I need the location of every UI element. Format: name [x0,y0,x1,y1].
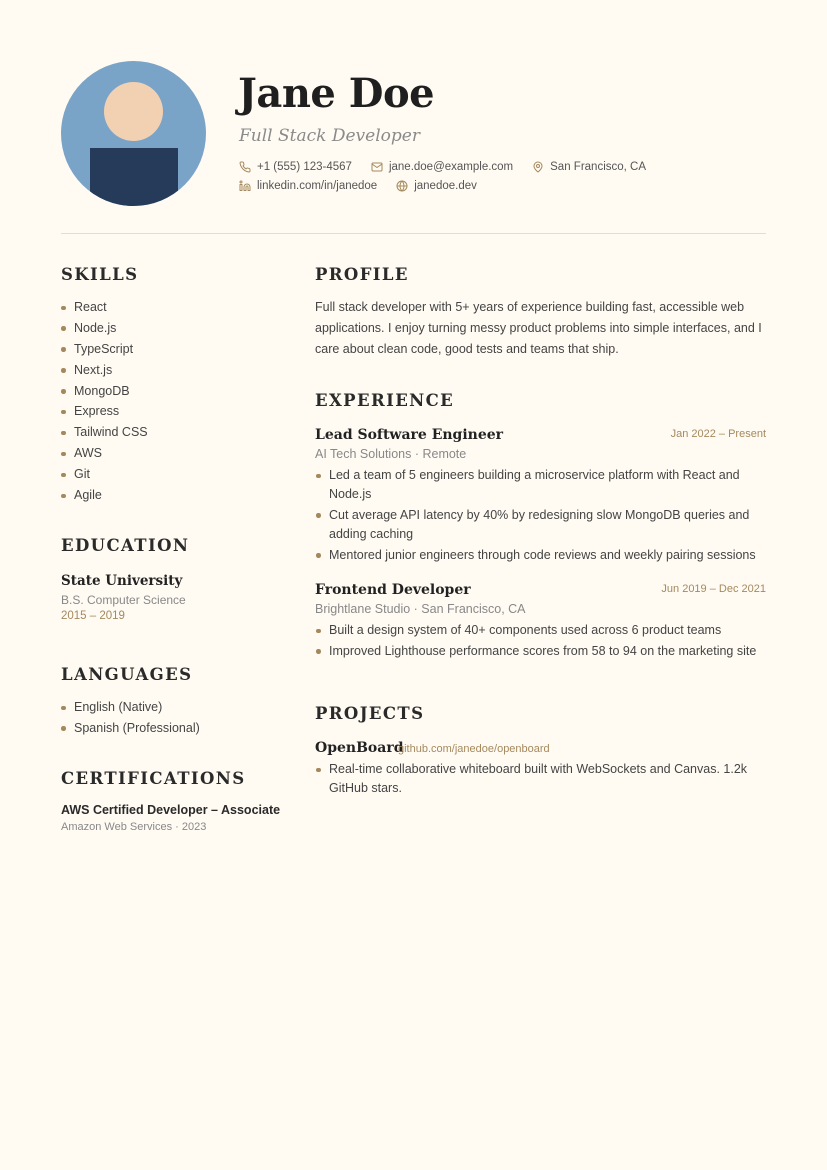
job-bullet: Improved Lighthouse performance scores from 58 to 94 on the marketing site [315,642,767,661]
skill-item: TypeScript [61,339,148,360]
candidate-role: Full Stack Developer [239,126,420,146]
job-bullet: Built a design system of 40+ components used across 6 product teams [315,621,767,640]
email-text: jane.doe@example.com [388,161,514,173]
job-dates: Jan 2022 – Present [670,428,766,440]
job-bullets [315,466,767,566]
skill-item: AWS [61,443,148,464]
skill-item: MongoDB [61,381,148,402]
experience-heading: EXPERIENCE [315,391,455,410]
language-item: Spanish (Professional) [61,718,200,739]
project-name: OpenBoard [315,740,404,756]
mail-icon [371,161,383,173]
profile-text: Full stack developer with 5+ years of experience building fast, accessible web applications. I enjoy turning messy product problems into simple interfaces, and I care about clean code, good tests and teams that ship. [315,300,762,356]
phone-text: +1 (555) 123-4567 [257,161,352,173]
job-bullets [315,621,767,663]
education-dates: 2015 – 2019 [61,610,125,622]
job-company: AI Tech Solutions · Remote [315,447,467,461]
phone-icon [239,161,251,173]
linkedin-text: linkedin.com/in/janedoe [257,180,378,192]
skills-list [61,297,148,506]
contact-row-2 [239,180,496,192]
languages-list [61,697,200,739]
map-pin-icon [532,161,544,173]
skill-item: Node.js [61,318,148,339]
language-item: English (Native) [61,697,200,718]
avatar [61,61,206,206]
profile-heading: PROFILE [315,265,409,284]
skill-item: Git [61,464,148,485]
project-bullets [315,760,767,800]
skill-item: Tailwind CSS [61,422,148,443]
education-heading: EDUCATION [61,536,190,555]
education-school: State University [61,573,183,589]
certification-org: Amazon Web Services · 2023 [61,821,207,833]
project-link[interactable]: github.com/janedoe/openboard [398,743,550,755]
skill-item: Agile [61,485,148,506]
skill-item: Next.js [61,360,148,381]
website-text: janedoe.dev [414,180,477,192]
job-title: Lead Software Engineer [315,427,504,443]
job-dates: Jun 2019 – Dec 2021 [661,583,766,595]
linkedin-icon [239,180,251,192]
contact-row-1 [239,161,665,173]
contact-linkedin[interactable] [239,180,377,192]
candidate-name: Jane Doe [238,70,435,117]
languages-heading: LANGUAGES [61,665,193,684]
contact-phone[interactable] [239,161,352,173]
header-divider [61,233,766,234]
project-bullet: Real-time collaborative whiteboard built with WebSockets and Canvas. 1.2k GitHub stars. [315,760,767,798]
job-bullet: Led a team of 5 engineers building a microservice platform with React and Node.js [315,466,767,504]
avatar-head [104,82,163,141]
education-degree: B.S. Computer Science [61,593,186,607]
job-bullet: Cut average API latency by 40% by redesigning slow MongoDB queries and adding caching [315,506,767,544]
contact-website[interactable] [396,180,477,192]
skill-item: Express [61,401,148,422]
contact-location [532,161,646,173]
certification-name: AWS Certified Developer – Associate [61,803,281,817]
skill-item: React [61,297,148,318]
job-title: Frontend Developer [315,582,471,598]
job-bullet: Mentored junior engineers through code reviews and weekly pairing sessions [315,546,767,565]
contact-email[interactable] [371,161,513,173]
avatar-body [90,148,178,206]
projects-heading: PROJECTS [315,704,425,723]
job-company: Brightlane Studio · San Francisco, CA [315,602,526,616]
location-text: San Francisco, CA [550,161,647,173]
globe-icon [396,180,408,192]
certifications-heading: CERTIFICATIONS [61,769,246,788]
skills-heading: SKILLS [61,265,139,284]
